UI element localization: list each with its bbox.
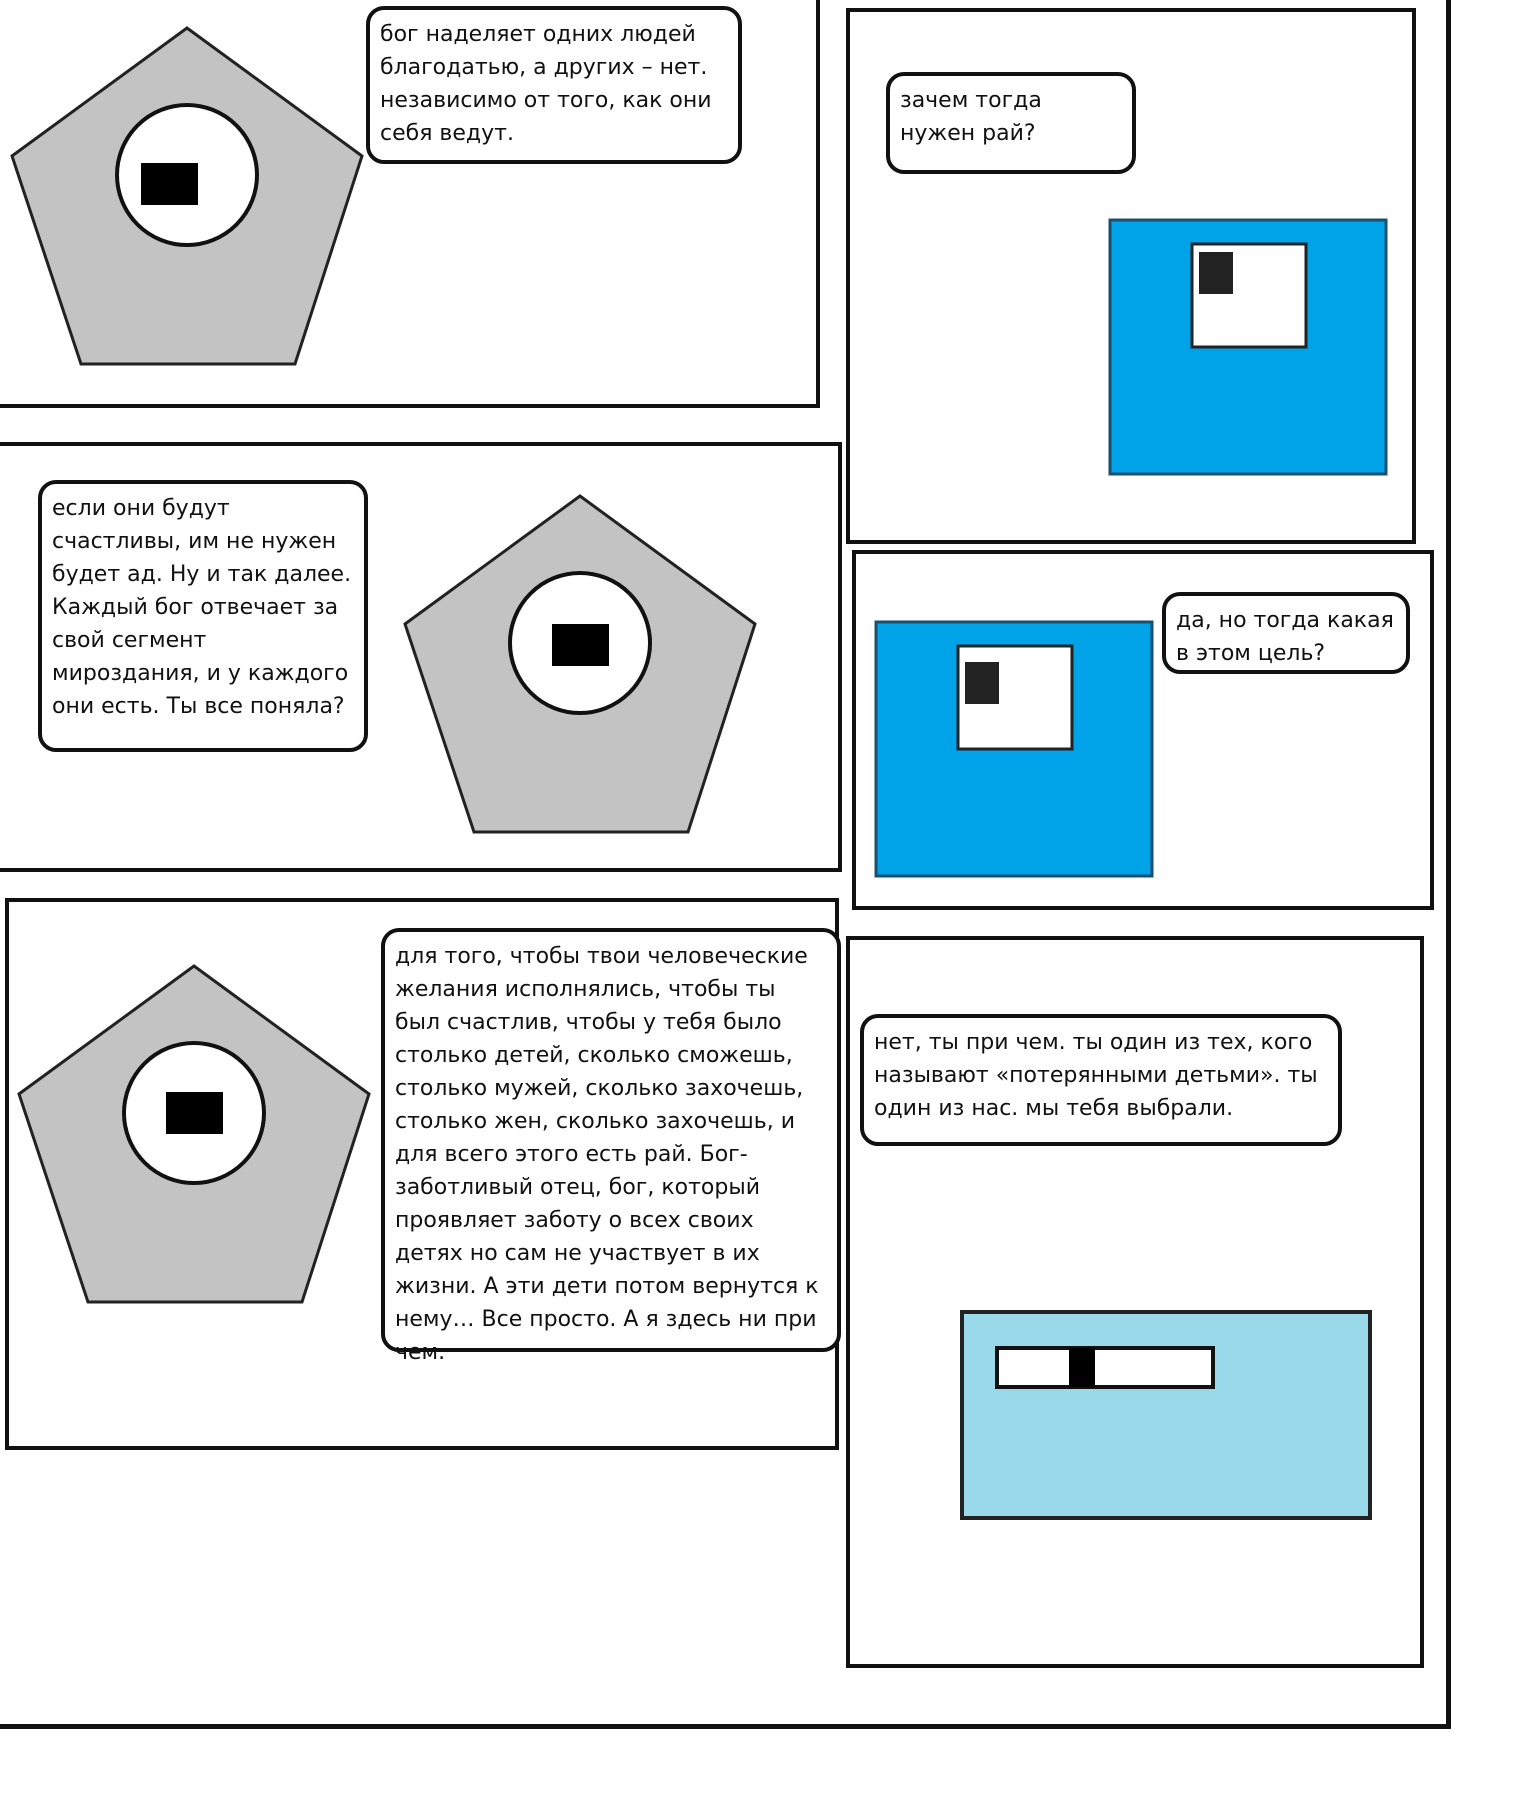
light-blue-rectangle-character [960,1310,1372,1520]
speech-bubble-6: нет, ты при чем. ты один из тех, кого называют «потерянными детьми». ты один из нас. мы тебя выбрали. [860,1014,1342,1146]
panel-3 [0,442,842,872]
speech-bubble-4: да, но тогда какая в этом цель? [1162,592,1410,674]
pentagon-character [17,966,377,1306]
panel-4 [852,550,1434,910]
panel-2 [846,8,1416,544]
speech-bubble-1: бог наделяет одних людей благодатью, а других – нет. независимо от того, как они себя ведут. [366,6,742,164]
speech-bubble-2: зачем тогда нужен рай? [886,72,1136,174]
pentagon-character [10,28,370,368]
page-border-right [1446,0,1451,1728]
panel-6 [846,936,1424,1668]
panel-1 [0,0,820,408]
pentagon-character [403,496,763,836]
panel-5 [5,898,839,1450]
speech-bubble-5: для того, чтобы твои человеческие желания исполнялись, чтобы ты был счастлив, чтобы у тебя было столько детей, сколько сможешь, столько мужей, сколько захочешь, столько жен, сколько захочешь, и для всего этого есть рай. Бог-заботливый отец, бог, который проявляет заботу о всех своих детях но сам не участвует в их жизни. А эти дети потом вернутся к нему… Все просто. А я здесь ни при чем. [381,928,841,1352]
speech-bubble-3: если они будут счастливы, им не нужен будет ад. Ну и так далее. Каждый бог отвечает за свой сегмент мироздания, и у каждого они есть. Ты все поняла? [38,480,368,752]
blue-square-character [1108,218,1388,476]
blue-square-character [874,620,1154,878]
page-border-bottom [0,1724,1451,1729]
